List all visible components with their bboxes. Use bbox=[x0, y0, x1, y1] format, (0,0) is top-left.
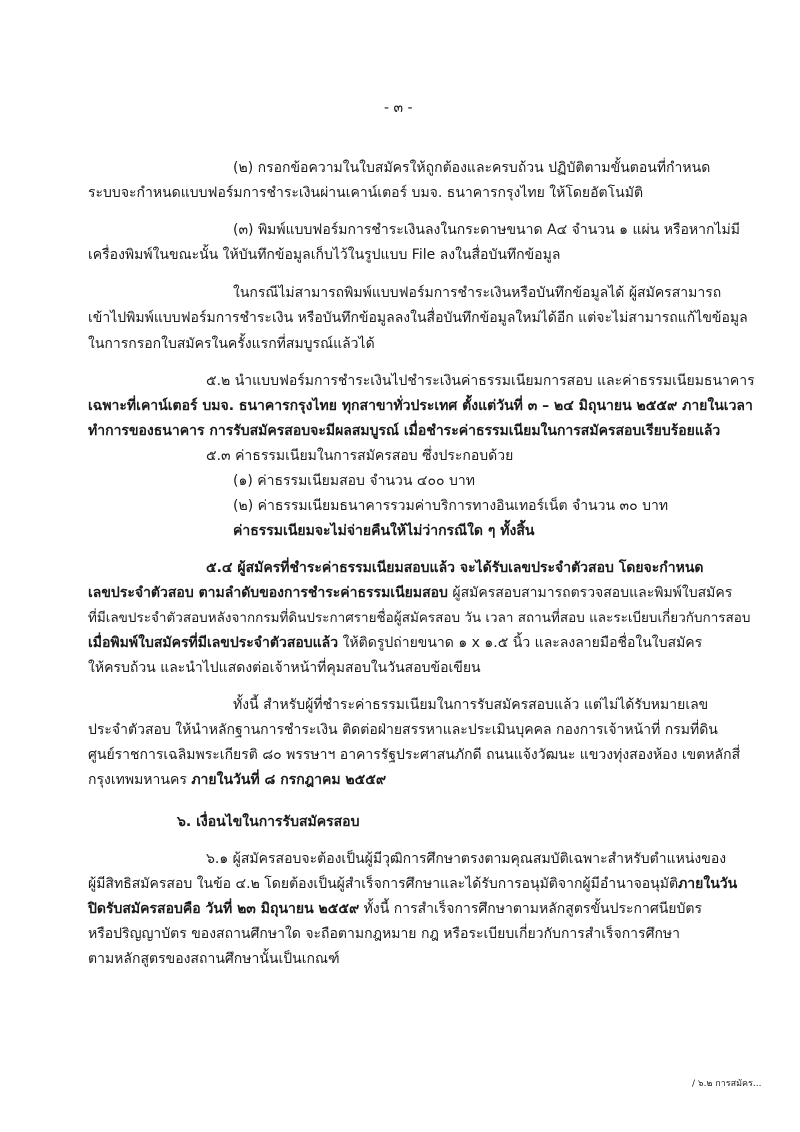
step-3-line-2: เครื่องพิมพ์ในขณะนั้น ให้บันทึกข้อมูลเก็บไว้ในรูปแบบ File ลงในสื่อบันทึกข้อมูล bbox=[88, 247, 561, 263]
page-number: - ๓ - bbox=[384, 100, 413, 116]
exam-number-order-text: เลขประจำตัวสอบ ตามลำดับของการชำระค่าธรรมเนียมสอบ bbox=[88, 585, 448, 601]
fee-item-1: (๑) ค่าธรรมเนียมสอบ จำนวน ๔๐๐ บาท bbox=[233, 473, 476, 489]
section-6-1-line-2-bold: ภายในวัน bbox=[678, 876, 738, 892]
section-6-1-line-3-rest: ทั้งนี้ การสำเร็จการศึกษาตามหลักสูตรขั้นประกาศนียบัตร bbox=[359, 901, 703, 917]
step-3-line-1: (๓) พิมพ์แบบฟอร์มการชำระเงินลงในกระดาษขนาด A๔ จำนวน ๑ แผ่น หรือหากไม่มี bbox=[233, 222, 740, 238]
section-6-1-line-3 bbox=[88, 899, 702, 919]
case-line-3: ในการกรอกใบสมัครในครั้งแรกที่สมบูรณ์แล้วได้ bbox=[88, 336, 375, 352]
note-line-1: ทั้งนี้ สำหรับผู้ที่ชำระค่าธรรมเนียมในการรับสมัครสอบแล้ว แต่ไม่ได้รับหมายเลข bbox=[233, 697, 709, 713]
section-5-4-line-4-rest: ให้ติดรูปถ่ายขนาด ๑ x ๑.๕ นิ้ว และลงลายมือชื่อในใบสมัคร bbox=[338, 635, 703, 651]
step-2-line-2: ระบบจะกำหนดแบบฟอร์มการชำระเงินผ่านเคาน์เตอร์ บมจ. ธนาคารกรุงไทย ให้โดยอัตโนมัติ bbox=[88, 185, 644, 201]
section-5-4-line-4 bbox=[88, 633, 702, 653]
section-5-2-line-3: ทำการของธนาคาร การรับสมัครสอบจะมีผลสมบูรณ์ เมื่อชำระค่าธรรมเนียมในการสมัครสอบเรียบร้อยแล้ว bbox=[88, 423, 721, 439]
closing-date-text: ปิดรับสมัครสอบคือ วันที่ ๒๓ มิถุนายน ๒๕๕๙ bbox=[88, 901, 360, 917]
section-5-2-line-2: เฉพาะที่เคาน์เตอร์ บมจ. ธนาคารกรุงไทย ทุกสาขาทั่วประเทศ ตั้งแต่วันที่ ๓ – ๒๔ มิถุนายน ๒๕๕๙ ภายในเวลา bbox=[88, 398, 753, 414]
section-5-4-line-1: ๕.๔ ผู้สมัครที่ชำระค่าธรรมเนียมสอบแล้ว จะได้รับเลขประจำตัวสอบ โดยจะกำหนด bbox=[206, 560, 704, 576]
section-6-1-line-2 bbox=[88, 874, 737, 894]
section-6-heading: ๖. เงื่อนไขในการรับสมัครสอบ bbox=[177, 814, 360, 830]
print-application-text: เมื่อพิมพ์ใบสมัครที่มีเลขประจำตัวสอบแล้ว bbox=[88, 635, 339, 651]
section-5-2-line-1: ๕.๒ นำแบบฟอร์มการชำระเงินไปชำระเงินค่าธรรมเนียมการสอบ และค่าธรรมเนียมธนาคาร bbox=[206, 373, 755, 389]
continuation-footer: / ๖.๒ การสมัคร... bbox=[692, 1079, 762, 1089]
section-5-3-line-1: ๕.๓ ค่าธรรมเนียมในการสมัครสอบ ซึ่งประกอบด้วย bbox=[206, 448, 514, 464]
section-6-1-line-2-text: ผู้มีสิทธิสมัครสอบ ในข้อ ๔.๒ โดยต้องเป็นผู้สำเร็จการศึกษาและได้รับการอนุมัติจากผู้มีอำนาจอนุมัติ bbox=[88, 876, 679, 892]
fee-no-refund-note: ค่าธรรมเนียมจะไม่จ่ายคืนให้ไม่ว่ากรณีใด ๆ ทั้งสิ้น bbox=[233, 523, 535, 539]
note-line-4-city: กรุงเทพมหานคร bbox=[88, 772, 192, 788]
section-6-1-line-4: หรือปริญญาบัตร ของสถานศึกษาใด จะถือตามกฎหมาย กฎ หรือระเบียบเกี่ยวกับการสำเร็จการศึกษา bbox=[88, 926, 681, 942]
fee-item-2: (๒) ค่าธรรมเนียมธนาคารรวมค่าบริการทางอินเทอร์เน็ต จำนวน ๓๐ บาท bbox=[233, 498, 669, 514]
step-2-line-1: (๒) กรอกข้อความในใบสมัครให้ถูกต้องและครบถ้วน ปฏิบัติตามขั้นตอนที่กำหนด bbox=[233, 160, 711, 176]
section-5-4-line-2-rest: ผู้สมัครสอบสามารถตรวจสอบและพิมพ์ใบสมัคร bbox=[447, 585, 733, 601]
note-line-2: ประจำตัวสอบ ให้นำหลักฐานการชำระเงิน ติดต่อฝ่ายสรรหาและประเมินบุคคล กองการเจ้าหน้าที่ กรมที่ดิน bbox=[88, 722, 718, 738]
section-5-4-line-5: ให้ครบถ้วน และนำไปแสดงต่อเจ้าหน้าที่คุมสอบในวันสอบข้อเขียน bbox=[88, 660, 481, 676]
deadline-text: ภายในวันที่ ๘ กรกฎาคม ๒๕๕๙ bbox=[191, 772, 387, 788]
section-6-1-line-1: ๖.๑ ผู้สมัครสอบจะต้องเป็นผู้มีวุฒิการศึกษาตรงตามคุณสมบัติเฉพาะสำหรับตำแหน่งของ bbox=[206, 851, 727, 867]
section-6-1-line-5: ตามหลักสูตรของสถานศึกษานั้นเป็นเกณฑ์ bbox=[88, 951, 340, 967]
case-line-2: เข้าไปพิมพ์แบบฟอร์มการชำระเงิน หรือบันทึกข้อมูลลงในสื่อบันทึกข้อมูลใหม่ได้อีก แต่จะไม่สามารถแก้ไขข้อมูล bbox=[88, 310, 748, 326]
section-5-4-line-2 bbox=[88, 583, 732, 603]
note-line-3: ศูนย์ราชการเฉลิมพระเกียรติ ๘๐ พรรษาฯ อาคารรัฐประศาสนภักดี ถนนแจ้งวัฒนะ แขวงทุ่งสองห้อง เขตหลักสี่ bbox=[88, 747, 741, 763]
note-line-4 bbox=[88, 770, 386, 790]
section-5-4-line-3: ที่มีเลขประจำตัวสอบหลังจากกรมที่ดินประกาศรายชื่อผู้สมัครสอบ วัน เวลา สถานที่สอบ และระเบียบเกี่ยวกับการสอบ bbox=[88, 610, 751, 626]
case-line-1: ในกรณีไม่สามารถพิมพ์แบบฟอร์มการชำระเงินหรือบันทึกข้อมูลได้ ผู้สมัครสามารถ bbox=[233, 285, 722, 301]
